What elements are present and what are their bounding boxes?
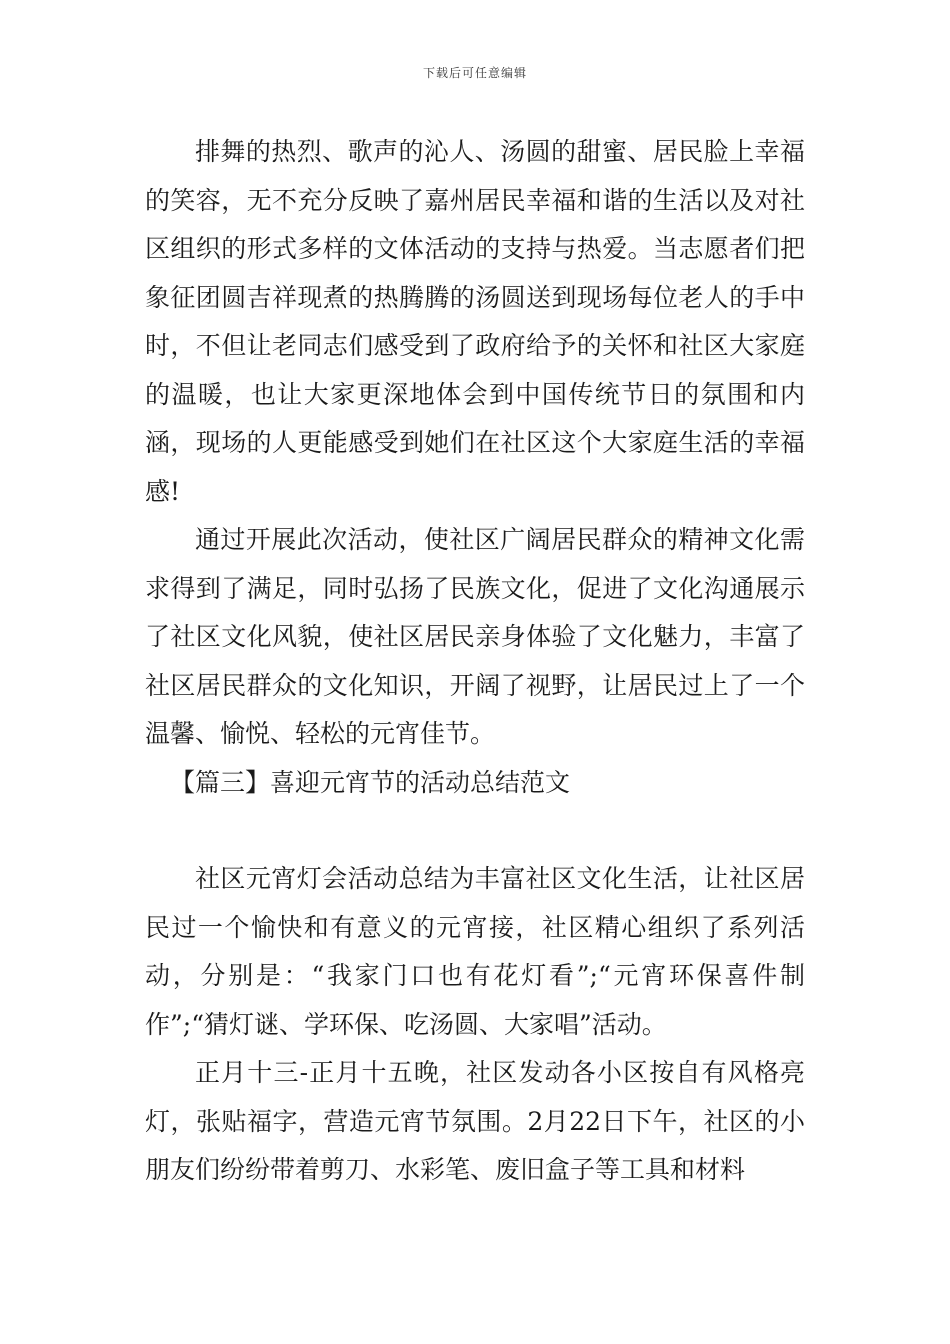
paragraph-lantern-schedule: 正月十三-正月十五晚，社区发动各小区按自有风格亮灯，张贴福字，营造元宵节氛围。2月22日下午，社区的小朋友们纷纷带着剪刀、水彩笔、废旧盒子等工具和材料 [145, 1058, 805, 1184]
document-body [145, 128, 805, 1195]
header-note: 下载后可任意编辑 [422, 66, 527, 80]
paragraph-lantern-summary: 社区元宵灯会活动总结为丰富社区文化生活，让社区居民过一个愉快和有意义的元宵接，社区精心组织了系列活动，分别是：“我家门口也有花灯看”;“元宵环保喜件制作”;“猜灯谜、学环保、吃汤圆、大家唱”活动。 [145, 864, 805, 1039]
paragraph-activity-outcome: 通过开展此次活动，使社区广阔居民群众的精神文化需求得到了满足，同时弘扬了民族文化，促进了文化沟通展示了社区文化风貌，使社区居民亲身体验了文化魅力，丰富了社区居民群众的文化知识，开阔了视野，让居民过上了一个温馨、愉悦、轻松的元宵佳节。 [145, 525, 805, 748]
paragraph-festival-atmosphere: 排舞的热烈、歌声的沁人、汤圆的甜蜜、居民脸上幸福的笑容，无不充分反映了嘉州居民幸福和谐的生活以及对社区组织的形式多样的文体活动的支持与热爱。当志愿者们把象征团圆吉祥现煮的热腾腾的汤圆送到现场每位老人的手中时，不但让老同志们感受到了政府给予的关怀和社区大家庭的温暖，也让大家更深地体会到中国传统节日的氛围和内涵，现场的人更能感受到她们在社区这个大家庭生活的幸福感! [145, 137, 805, 506]
section-heading: 【篇三】喜迎元宵节的活动总结范文 [170, 767, 571, 797]
